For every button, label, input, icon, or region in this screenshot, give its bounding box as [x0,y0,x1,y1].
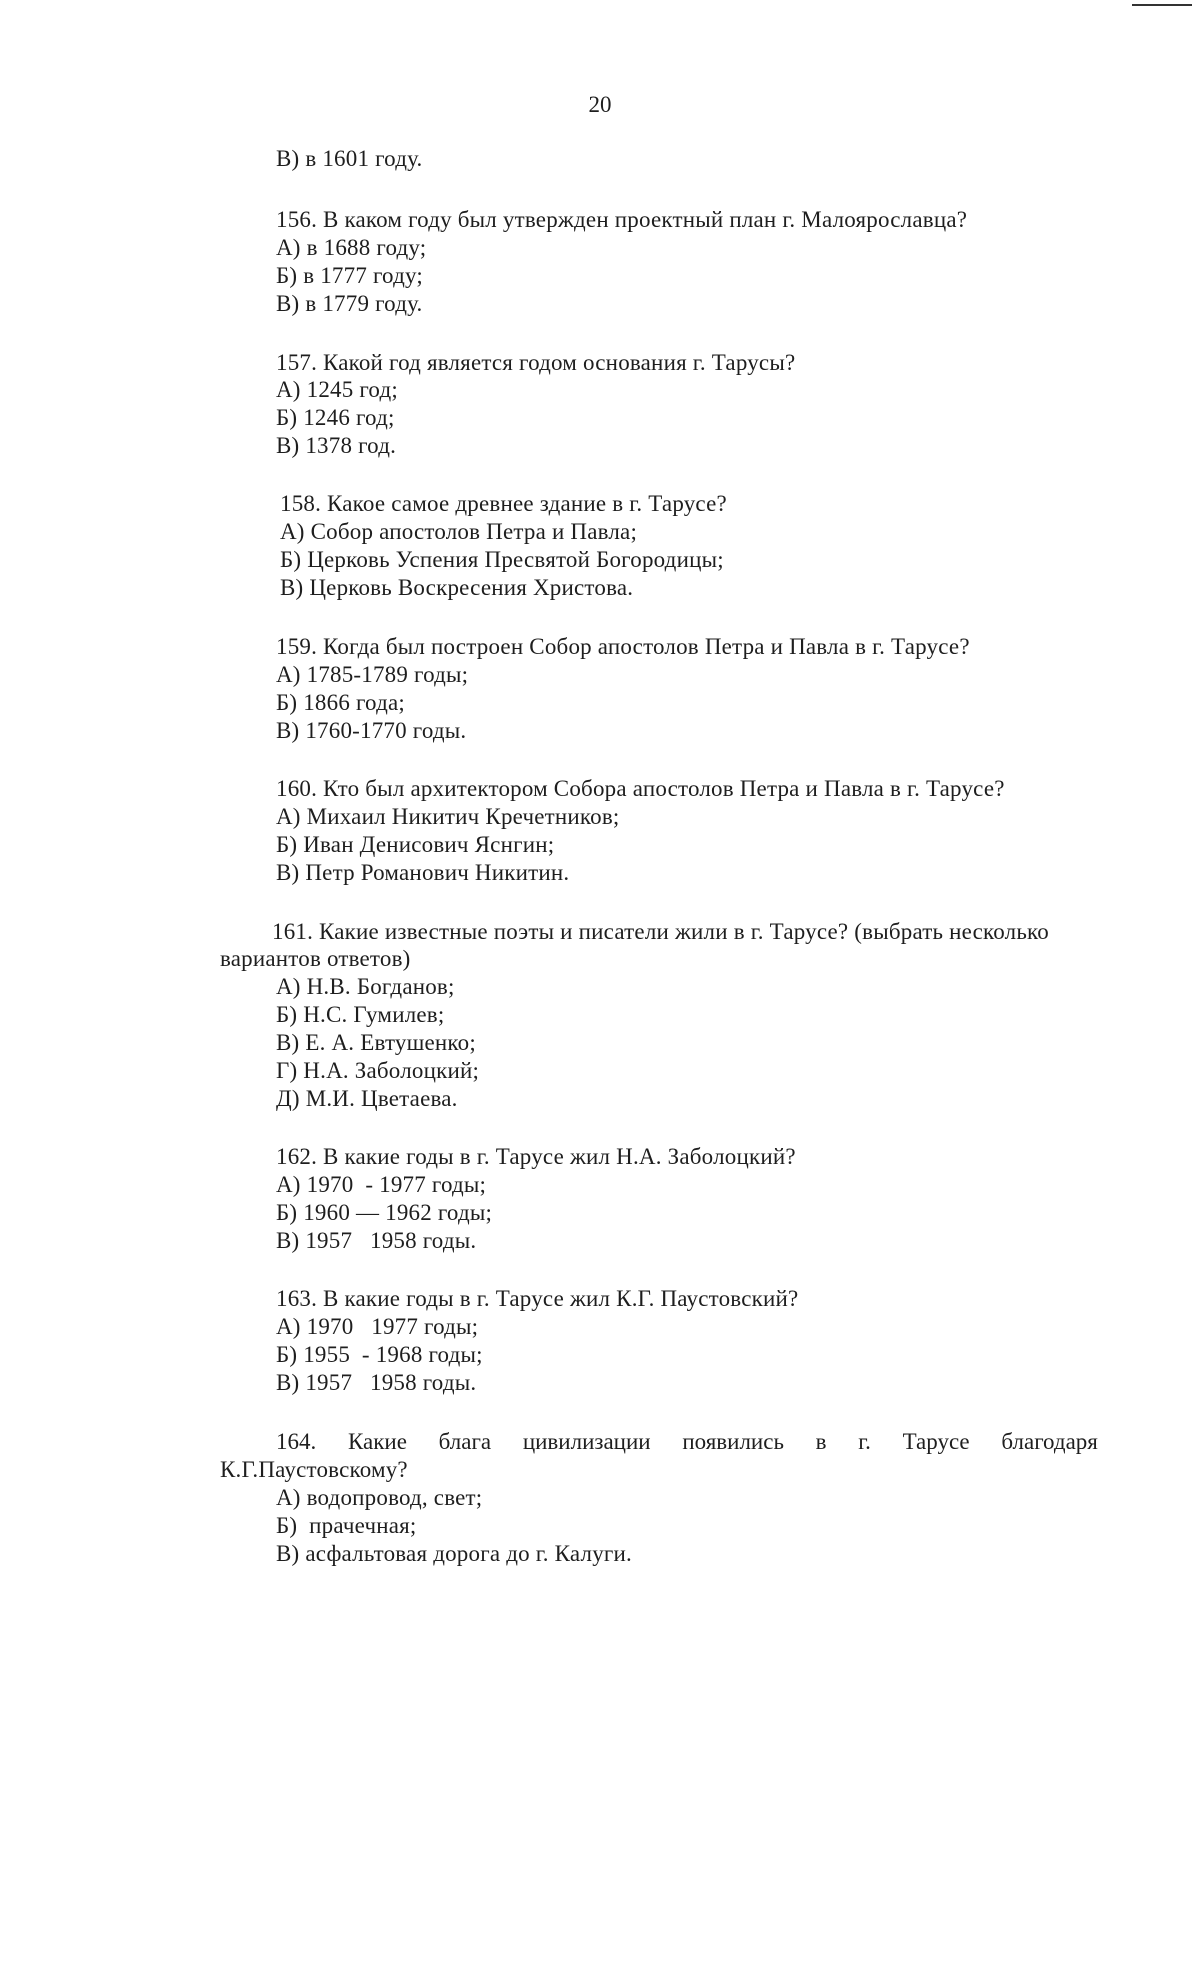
option-160-a: А) Михаил Никитич Кречетников; [276,804,620,829]
scan-edge-mark [1132,4,1192,6]
option-163-b: Б) 1955 - 1968 годы; [276,1342,483,1367]
previous-answer-option: В) в 1601 году. [276,146,423,171]
option-162-a: А) 1970 - 1977 годы; [276,1172,487,1197]
option-158-b: Б) Церковь Успения Пресвятой Богородицы; [280,547,724,572]
option-161-c: В) Е. А. Евтушенко; [276,1030,476,1055]
option-156-a: А) в 1688 году; [276,235,427,260]
option-161-e: Д) М.И. Цветаева. [276,1086,458,1111]
option-161-b: Б) Н.С. Гумилев; [276,1002,445,1027]
option-162-c: В) 1957 1958 годы. [276,1228,477,1253]
question-158: 158. Какое самое древнее здание в г. Тарусе? [280,491,727,516]
option-157-b: Б) 1246 год; [276,405,395,430]
question-164-line1 [276,1429,1098,1455]
page-number: 20 [588,92,612,117]
option-162-b: Б) 1960 — 1962 годы; [276,1200,493,1225]
option-163-c: В) 1957 1958 годы. [276,1370,477,1395]
option-157-a: А) 1245 год; [276,377,398,402]
question-164-word: благодаря [1001,1429,1098,1454]
question-160: 160. Кто был архитектором Собора апостолов Петра и Павла в г. Тарусе? [276,776,1005,801]
option-164-c: В) асфальтовая дорога до г. Калуги. [276,1541,632,1566]
question-156: 156. В каком году был утвержден проектный план г. Малоярославца? [276,207,968,232]
question-164-word: в [815,1429,827,1454]
question-164-word: 164. [276,1429,317,1454]
option-158-a: А) Собор апостолов Петра и Павла; [280,519,638,544]
option-164-a: А) водопровод, свет; [276,1485,483,1510]
option-158-c: В) Церковь Воскресения Христова. [280,575,634,600]
option-160-b: Б) Иван Денисович Яснгин; [276,832,555,857]
option-161-a: А) Н.В. Богданов; [276,974,455,999]
option-163-a: А) 1970 1977 годы; [276,1314,479,1339]
question-163: 163. В какие годы в г. Тарусе жил К.Г. Паустовский? [276,1286,799,1311]
option-156-c: В) в 1779 году. [276,291,423,316]
option-159-c: В) 1760-1770 годы. [276,718,467,743]
question-159: 159. Когда был построен Собор апостолов Петра и Павла в г. Тарусе? [276,634,970,659]
question-161-line2: вариантов ответов) [220,946,411,971]
question-161-line1: 161. Какие известные поэты и писатели жили в г. Тарусе? (выбрать несколько [272,919,1049,944]
question-164-word: Тарусе [902,1429,970,1454]
question-162: 162. В какие годы в г. Тарусе жил Н.А. Заболоцкий? [276,1144,796,1169]
question-164-word: г. [858,1429,871,1454]
question-164-line2: К.Г.Паустовскому? [220,1457,408,1482]
option-164-b: Б) прачечная; [276,1513,417,1538]
question-164-word: цивилизации [522,1429,651,1454]
option-160-c: В) Петр Романович Никитин. [276,860,570,885]
question-164-word: блага [438,1429,492,1454]
question-164-word: Какие [347,1429,407,1454]
question-157: 157. Какой год является годом основания г. Тарусы? [276,350,796,375]
option-159-b: Б) 1866 года; [276,690,405,715]
option-159-a: А) 1785-1789 годы; [276,662,469,687]
option-161-d: Г) Н.А. Заболоцкий; [276,1058,480,1083]
option-156-b: Б) в 1777 году; [276,263,423,288]
question-164-word: появились [682,1429,784,1454]
option-157-c: В) 1378 год. [276,433,397,458]
